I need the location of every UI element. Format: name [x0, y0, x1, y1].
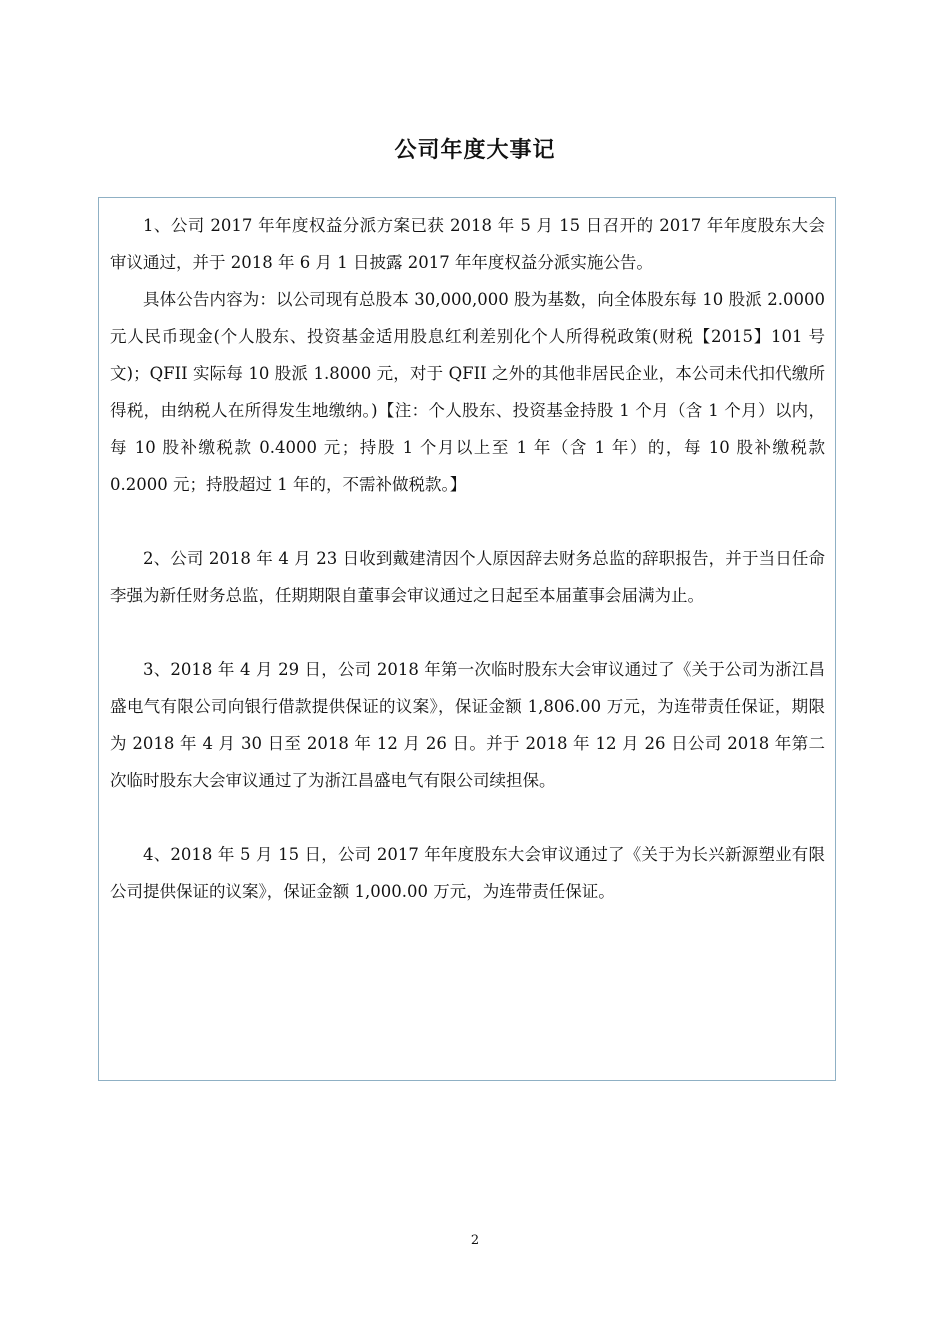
page-number: 2 [470, 1233, 480, 1248]
event-4 [110, 836, 825, 910]
event-1-paragraph-1: 1、公司 2017 年年度权益分派方案已获 2018 年 5 月 15 日召开的 2017 年年度股东大会审议通过，并于 2018 年 6 月 1 日披露 2017 年年度权益分派实施公告。 [110, 216, 825, 272]
event-1 [110, 207, 825, 503]
paragraph-spacer [110, 614, 825, 651]
page-title: 公司年度大事记 [394, 138, 556, 163]
event-2-paragraph-1: 2、公司 2018 年 4 月 23 日收到戴建清因个人原因辞去财务总监的辞职报告，并于当日任命李强为新任财务总监，任期期限自董事会审议通过之日起至本届董事会届满为止。 [110, 549, 825, 605]
event-2 [110, 540, 825, 614]
event-1-paragraph-2: 具体公告内容为：以公司现有总股本 30,000,000 股为基数，向全体股东每 10 股派 2.0000 元人民币现金(个人股东、投资基金适用股息红利差别化个人所得税政策(财税【2015】101 号文)；QFII 实际每 10 股派 1.8000 元，对于 QFII 之外的其他非居民企业，本公司未代扣代缴所得税，由纳税人在所得发生地缴纳。)【注：个人股东、投资基金持股 1 个月（含 1 个月）以内，每 10 股补缴税款 0.4000 元；持股 1 个月以上至 1 年（含 1 年）的，每 10 股补缴税款 0.2000 元；持股超过 1 年的，不需补做税款。】 [110, 290, 825, 494]
event-4-paragraph-1: 4、2018 年 5 月 15 日，公司 2017 年年度股东大会审议通过了《关于为长兴新源塑业有限公司提供保证的议案》，保证金额 1,000.00 万元，为连带责任保证。 [110, 845, 825, 901]
events-box [98, 197, 836, 1081]
paragraph-spacer [110, 503, 825, 540]
event-3-paragraph-1: 3、2018 年 4 月 29 日，公司 2018 年第一次临时股东大会审议通过了《关于公司为浙江昌盛电气有限公司向银行借款提供保证的议案》，保证金额 1,806.00 万元，为连带责任保证，期限为 2018 年 4 月 30 日至 2018 年 12 月 26 日。并于 2018 年 12 月 26 日公司 2018 年第二次临时股东大会审议通过了为浙江昌盛电气有限公司续担保。 [110, 660, 825, 790]
event-3 [110, 651, 825, 799]
paragraph-spacer [110, 799, 825, 836]
